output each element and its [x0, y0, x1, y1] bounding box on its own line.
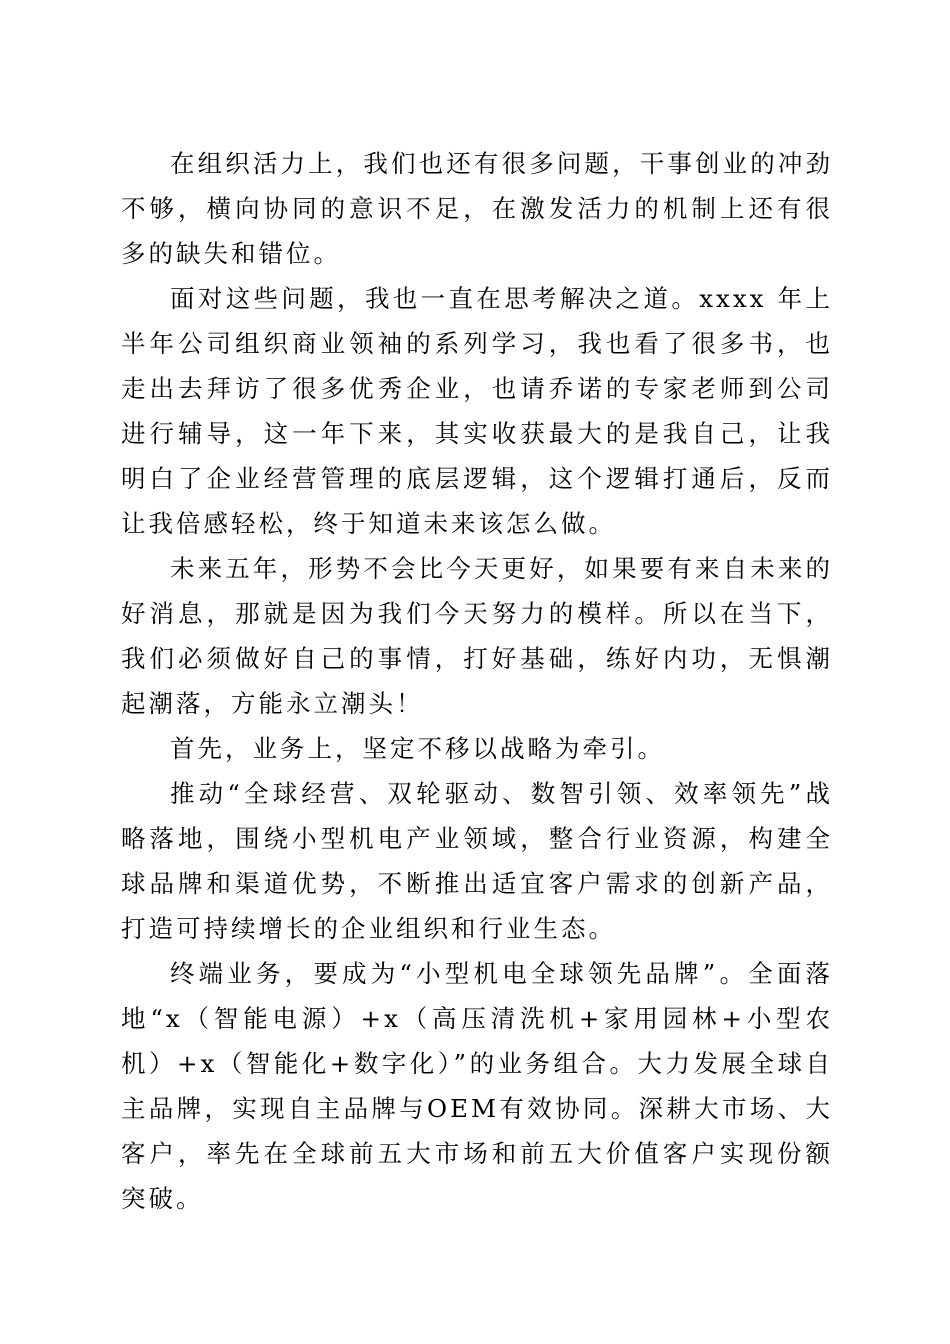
paragraph-strategy-implementation: 推动“全球经营、双轮驱动、数智引领、效率领先”战略落地，围绕小型机电产业领域，整合行业资源，构建全球品牌和渠道优势，不断推出适宜客户需求的创新产品，打造可持续增长的企业组织和行业生态。 [121, 779, 833, 943]
paragraph-next-five-years: 未来五年，形势不会比今天更好，如果要有来自未来的好消息，那就是因为我们今天努力的模样。所以在当下，我们必须做好自己的事情，打好基础，练好内功，无惧潮起潮落，方能永立潮头！ [121, 554, 833, 718]
paragraph-organization-vitality: 在组织活力上，我们也还有很多问题，干事创业的冲劲不够，横向协同的意识不足，在激发活力的机制上还有很多的缺失和错位。 [121, 149, 833, 268]
document-body [121, 141, 833, 1221]
paragraph-seeking-solutions: 面对这些问题，我也一直在思考解决之道。xxxx 年上半年公司组织商业领袖的系列学习，我也看了很多书，也走出去拜访了很多优秀企业，也请乔诺的专家老师到公司进行辅导，这一年下来，其实收获最大的是我自己，让我明白了企业经营管理的底层逻辑，这个逻辑打通后，反而让我倍感轻松，终于知道未来该怎么做。 [121, 284, 833, 538]
paragraph-strategy-first: 首先，业务上，坚定不移以战略为牵引。 [170, 734, 665, 763]
paragraph-terminal-business: 终端业务，要成为“小型机电全球领先品牌”。全面落地“x（智能电源）+x（高压清洗机+家用园林+小型农机）+x（智能化+数字化）”的业务组合。大力发展全球自主品牌，实现自主品牌与OEM有效协同。深耕大市场、大客户，率先在全球前五大市场和前五大价值客户实现份额突破。 [121, 959, 833, 1213]
